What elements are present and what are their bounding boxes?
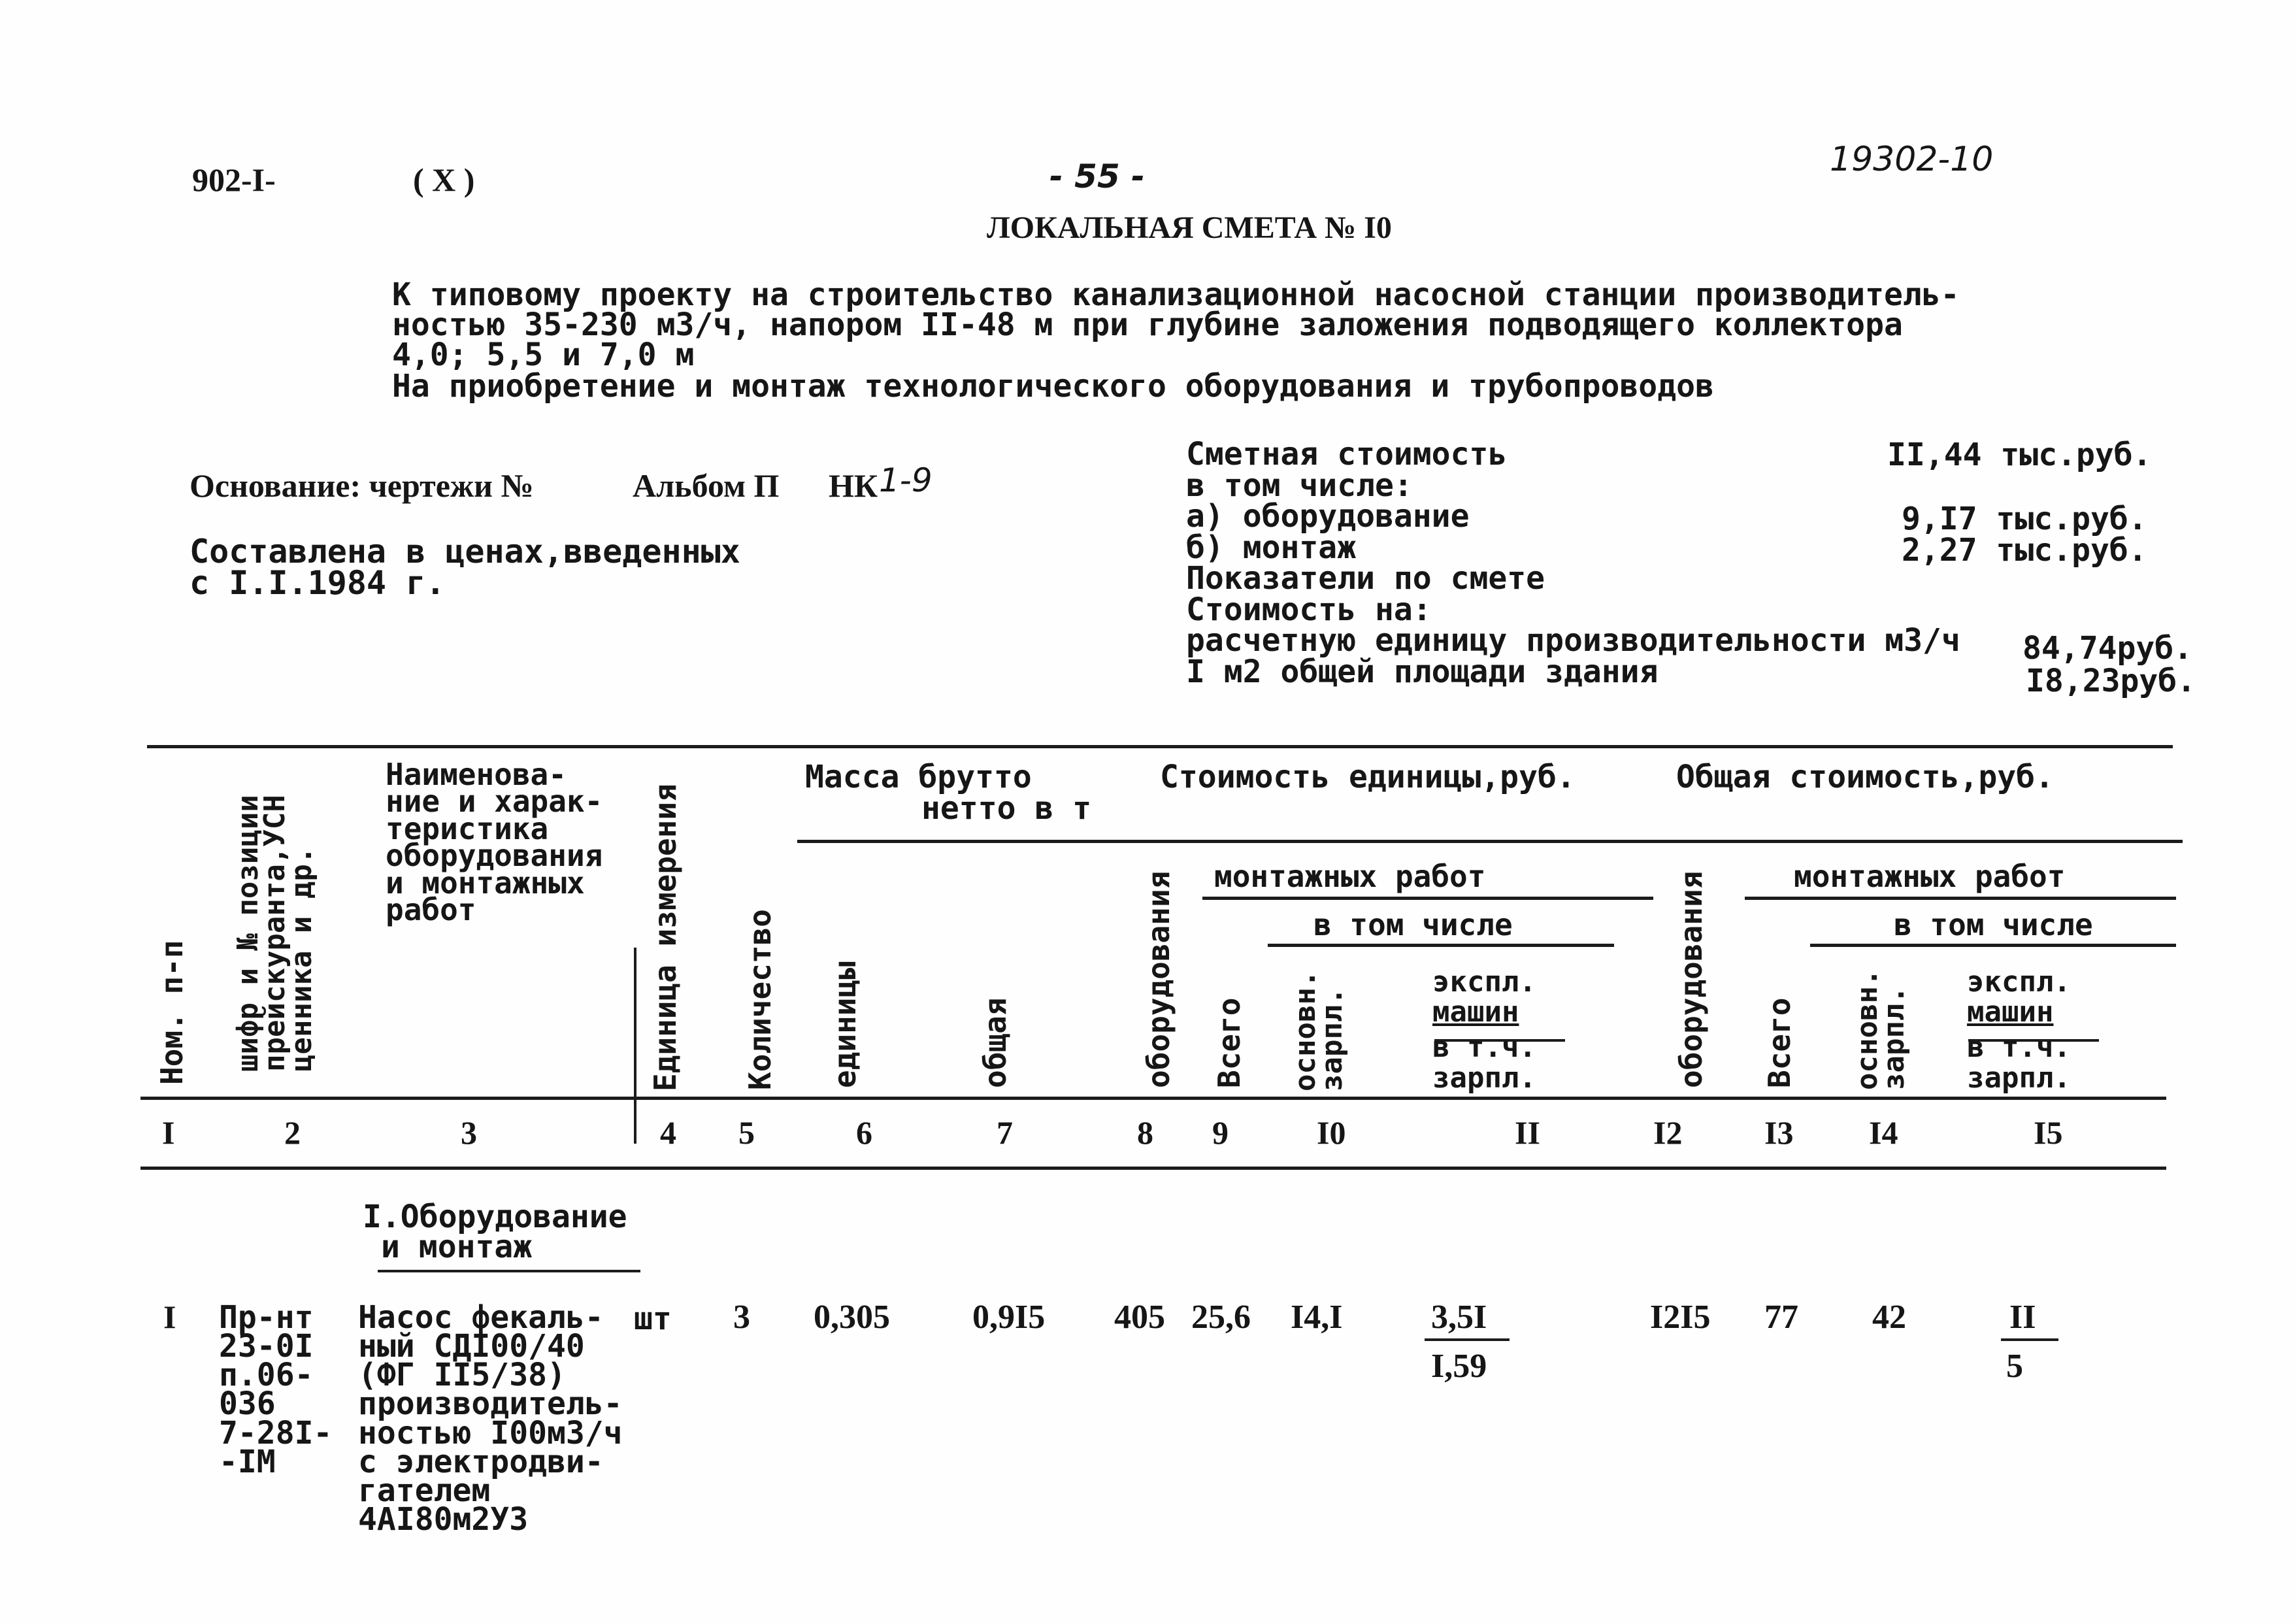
row-code-line: Пр-нт: [219, 1299, 314, 1336]
row-name: [358, 1299, 623, 1538]
basis-handwritten: 1-9: [879, 461, 933, 499]
column-number: I2: [1653, 1114, 1683, 1151]
basic-wage-line: зарпл.: [1315, 987, 1349, 1091]
column-number: 9: [1212, 1114, 1229, 1151]
basic-wage-line: зарпл.: [1877, 986, 1911, 1090]
machines-line: зарпл.: [1967, 1061, 2071, 1095]
col-header-name: [386, 757, 603, 927]
col-header-code: [231, 795, 318, 1072]
row-total-total: 77: [1764, 1299, 1798, 1336]
row-total-machines-rule: [2001, 1338, 2058, 1341]
machines-line: экспл.: [1967, 965, 2071, 999]
unit-cost-value: 84,74руб.: [2023, 630, 2193, 667]
col-header-machines: [1432, 967, 1536, 1093]
row-name-line: ностью I00м3/ч: [358, 1414, 623, 1451]
row-name-line: ный СДI00/40: [358, 1328, 585, 1365]
row-num: I: [163, 1299, 176, 1335]
description: [392, 276, 1960, 405]
col-header-unit-cost: Стоимость единицы,руб.: [1160, 759, 1576, 795]
col-header-qty: Количество: [742, 909, 778, 1090]
machines-line: экспл.: [1432, 965, 1536, 999]
col-header-equipment: оборудования: [1141, 870, 1176, 1088]
total-install-works: монтажных работ: [1794, 859, 2066, 894]
name-header-line: ние и харак-: [386, 784, 603, 820]
equipment-label: а) оборудование: [1186, 498, 1470, 535]
col-header-basic-wage: [1289, 970, 1349, 1091]
column-number: 2: [284, 1114, 301, 1151]
header-bottom-rule: [140, 1097, 2166, 1100]
summary-labels: [1186, 436, 1960, 690]
row-machines-wage: I,59: [1431, 1348, 1487, 1385]
row-total-equipment: I2I5: [1650, 1299, 1711, 1336]
description-line: На приобретение и монтаж технологического оборудования и трубопроводов: [392, 368, 1714, 405]
mass-cost-rule: [797, 840, 2183, 843]
row-code-line: 23-0I: [219, 1328, 314, 1365]
row-name-line: 4АI80м2У3: [358, 1501, 529, 1538]
row-code-line: п.06-: [219, 1357, 314, 1394]
area-cost-label: I м2 общей площади здания: [1186, 653, 1659, 690]
machines-line: в т.ч.: [1432, 1031, 1536, 1065]
equipment-value: 9,I7 тыс.руб.: [1902, 501, 2147, 537]
column-number: I5: [2034, 1114, 2063, 1151]
col-header-total-basic-wage: [1851, 969, 1911, 1090]
row-mass-unit: 0,305: [814, 1299, 890, 1336]
col-header-mass: Масса брутто: [805, 759, 1032, 795]
col-header-unit: Единица измерения: [648, 784, 683, 1091]
column-number: I: [162, 1114, 175, 1151]
row-mass-total: 0,9I5: [972, 1299, 1046, 1336]
row-total-machines-wage: 5: [2006, 1348, 2023, 1385]
section-underline: [378, 1270, 640, 1272]
column-number: 3: [461, 1114, 477, 1151]
col-header-all: Всего: [1212, 997, 1247, 1088]
total-including: в том числе: [1894, 907, 2093, 942]
row-name-line: с электродви-: [358, 1443, 604, 1480]
col-header-total-cost: Общая стоимость,руб.: [1676, 759, 2054, 795]
row-code: [219, 1299, 333, 1480]
basis-label: Основание: чертежи №: [190, 467, 534, 504]
page-title: ЛОКАЛЬНАЯ СМЕТА № I0: [987, 210, 1392, 245]
estimated-cost-label: Сметная стоимость: [1186, 436, 1508, 472]
basis-code: НК: [829, 467, 878, 504]
code-header-line: шифр и № позиции: [231, 795, 265, 1072]
description-line: 4,0; 5,5 и 7,0 м: [392, 337, 695, 374]
prices-note: [190, 533, 740, 602]
col-header-mass-unit: единицы: [827, 961, 863, 1088]
row-qty: 3: [733, 1299, 750, 1336]
doc-code: 902-I-: [192, 161, 276, 198]
row-machines-rule: [1425, 1338, 1510, 1341]
row-name-line: (ФГ II5/38): [358, 1357, 566, 1394]
column-number: 7: [997, 1114, 1013, 1151]
numbers-bottom-rule: [140, 1167, 2166, 1170]
row-total-basic-wage: 42: [1872, 1299, 1906, 1336]
row-name-line: гателем: [358, 1472, 491, 1509]
column-number: II: [1515, 1114, 1540, 1151]
row-machines: 3,5I: [1431, 1299, 1487, 1336]
machines-line: зарпл.: [1432, 1061, 1536, 1095]
row-total-machines: II: [2009, 1299, 2036, 1336]
prices-line: Составлена в ценах,введенных: [190, 533, 740, 571]
basic-wage-line: основн.: [1851, 969, 1884, 1090]
name-header-line: работ: [386, 891, 476, 927]
unit-install-rule: [1202, 897, 1653, 900]
including-label: в том числе:: [1186, 467, 1413, 504]
name-header-line: теристика: [386, 810, 549, 846]
basis-album: Альбом П: [633, 467, 780, 504]
prices-line: с I.I.1984 г.: [190, 564, 446, 602]
estimated-cost-value: II,44 тыс.руб.: [1887, 437, 2152, 473]
col-header-total-all: Всего: [1762, 997, 1797, 1088]
col-header-mass-total: общая: [978, 997, 1013, 1088]
code-header-line: прейскуранта,УСН: [257, 795, 291, 1072]
row-code-line: 036: [219, 1385, 276, 1423]
column-number: 4: [660, 1114, 676, 1151]
section-title-line: и монтаж: [381, 1228, 533, 1265]
row-name-line: производитель-: [358, 1385, 623, 1423]
description-line: К типовому проекту на строительство канализационной насосной станции производитель-: [392, 276, 1960, 313]
installation-label: б) монтаж: [1186, 529, 1357, 566]
machines-line: машин: [1432, 995, 1519, 1029]
unit-cost-label: расчетную единицу производительности м3/ч: [1186, 622, 1960, 659]
total-install-rule: [1745, 897, 2176, 900]
row-code-line: -IМ: [219, 1443, 276, 1480]
machines-line: машин: [1967, 995, 2054, 1029]
machines-line: в т.ч.: [1967, 1031, 2071, 1065]
basic-wage-line: основн.: [1289, 970, 1322, 1091]
stamp-number: 19302-10: [1830, 140, 1994, 179]
unit-including: в том числе: [1313, 907, 1513, 942]
doc-series: ( X ): [413, 161, 475, 198]
section-title: [363, 1199, 627, 1265]
column-number: I0: [1317, 1114, 1346, 1151]
unit-install-works: монтажных работ: [1214, 859, 1486, 894]
column-number: 6: [856, 1114, 872, 1151]
row-unit: шт: [634, 1301, 672, 1337]
section-title-line: I.Оборудование: [363, 1199, 627, 1235]
row-code-line: 7-28I-: [219, 1414, 333, 1451]
indicators-label: Показатели по смете: [1186, 560, 1545, 597]
column-number: I4: [1869, 1114, 1898, 1151]
installation-value: 2,27 тыс.руб.: [1902, 532, 2147, 569]
col3-divider: [634, 948, 636, 1144]
row-basic-wage: I4,I: [1291, 1299, 1343, 1336]
column-number: 5: [738, 1114, 755, 1151]
page-number: - 55 -: [1049, 157, 1145, 195]
description-line: ностью 35-230 м3/ч, напором II-48 м при глубине заложения подводящего коллектора: [392, 307, 1903, 344]
row-name-line: Насос фекаль-: [358, 1299, 604, 1336]
unit-including-rule: [1268, 944, 1614, 947]
col-header-mass-net: нетто в т: [921, 790, 1092, 827]
name-header-line: оборудования: [386, 838, 603, 874]
col-header-nom: Ном. п-п: [154, 940, 190, 1085]
table-top-rule: [147, 745, 2173, 748]
row-equipment: 405: [1114, 1299, 1165, 1336]
col-header-total-equipment: оборудования: [1674, 870, 1709, 1088]
cost-on-label: Стоимость на:: [1186, 591, 1432, 628]
code-header-line: ценника и др.: [284, 846, 318, 1072]
total-including-rule: [1810, 944, 2176, 947]
name-header-line: и монтажных: [386, 865, 585, 901]
row-total: 25,6: [1191, 1299, 1251, 1336]
column-number: 8: [1137, 1114, 1153, 1151]
col-header-total-machines: [1967, 967, 2071, 1093]
column-number: I3: [1764, 1114, 1794, 1151]
area-cost-value: I8,23руб.: [2026, 663, 2196, 699]
name-header-line: Наименова-: [386, 757, 567, 792]
